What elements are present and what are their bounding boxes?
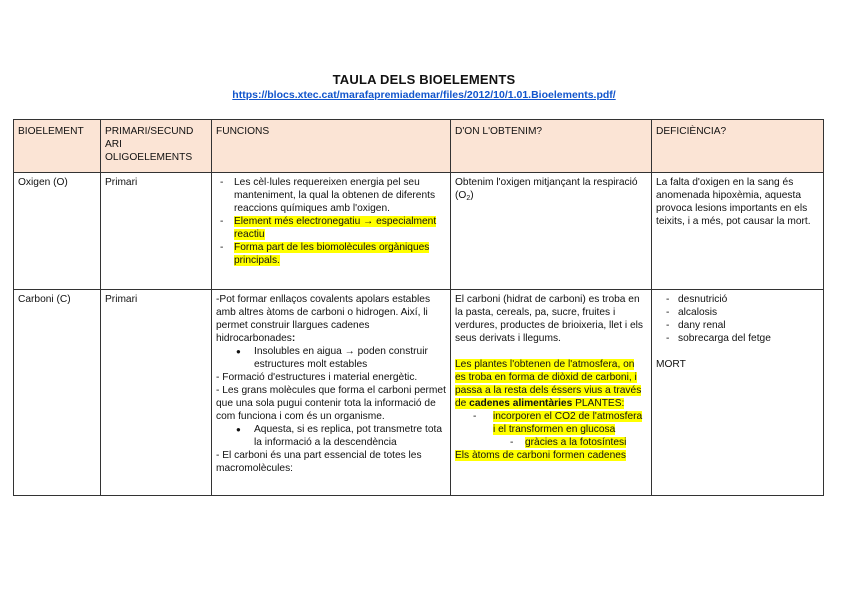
cell-element: Carboni (C) xyxy=(14,290,101,496)
list-item: - incorporen el CO2 de l'atmosfera i el transformen en glucosa xyxy=(455,410,647,436)
functions-bullets xyxy=(216,423,446,449)
functions-paragraph: - Les grans molècules que forma el carboni permet que una sola pugui contenir tota la informació de com funciona i com és un organisme. xyxy=(216,385,446,422)
functions-paragraph: - Formació d'estructures i material energètic. xyxy=(216,372,418,383)
functions-bullets xyxy=(216,345,446,371)
header-source: D'ON L'OBTENIM? xyxy=(451,120,652,173)
list-item: - Forma part de les biomolècules orgàniques principals. xyxy=(216,241,446,267)
list-item: - sobrecarga del fetge xyxy=(656,332,819,345)
list-item: - Element més electronegatiu → especialment reactiu xyxy=(216,215,446,241)
bioelements-table xyxy=(13,119,824,496)
list-item: - alcalosis xyxy=(656,306,819,319)
cell-functions xyxy=(212,173,451,290)
list-item: ● Insolubles en aigua → poden construir estructures molt estables xyxy=(216,345,446,371)
list-item: - dany renal xyxy=(656,319,819,332)
functions-list xyxy=(216,176,446,267)
cell-type: Primari xyxy=(101,173,212,290)
header-type-line3: OLIGOELEMENTS xyxy=(105,152,193,163)
list-item: - desnutrició xyxy=(656,293,819,306)
cell-deficiency xyxy=(652,290,824,496)
table-row-oxygen xyxy=(14,173,824,290)
list-item: - Les cèl·lules requereixen energia pel seu manteniment, la qual la obtenen de diferents reaccions químiques amb l'oxigen. xyxy=(216,176,446,215)
cell-source: Obtenim l'oxigen mitjançant la respiració $(O_2)$ xyxy=(451,173,652,290)
source-link[interactable]: https://blocs.xtec.cat/marafapremiademar/files/2012/10/1.01.Bioelements.pdf/ xyxy=(232,89,616,101)
list-item: - gràcies a la fotosíntesi xyxy=(455,436,647,449)
functions-paragraph: - El carboni és una part essencial de totes les macromolècules: xyxy=(216,450,422,474)
header-row xyxy=(14,120,824,173)
header-type xyxy=(101,120,212,173)
cell-functions xyxy=(212,290,451,496)
source-list xyxy=(455,436,647,449)
header-deficiency: DEFICIÈNCIA? xyxy=(652,120,824,173)
source-paragraph-highlight: Els àtoms de carboni formen cadenes xyxy=(455,450,627,461)
table-row-carbon xyxy=(14,290,824,496)
deficiency-footer: MORT xyxy=(656,359,686,370)
list-item: ● Aquesta, si es replica, pot transmetre tota la informació a la descendència xyxy=(216,423,446,449)
header-bioelement: BIOELEMENT xyxy=(14,120,101,173)
source-paragraph: El carboni (hidrat de carboni) es troba en la pasta, cereals, pa, sucre, fruites i verdures, productes de brioixeria, llet i els seus derivats i llegums. xyxy=(455,294,643,344)
cell-source xyxy=(451,290,652,496)
cell-type: Primari xyxy=(101,290,212,496)
header-type-line2: ARI xyxy=(105,139,122,150)
cell-deficiency: La falta d'oxigen en la sang és anomenada hipoxèmia, aquesta provoca lesions importants en els teixits, i a més, pot causar la mort. xyxy=(652,173,824,290)
header-functions: FUNCIONS xyxy=(212,120,451,173)
deficiency-list xyxy=(656,293,819,345)
header-type-line1: PRIMARI/SECUND xyxy=(105,126,194,137)
document-title: TAULA DELS BIOELEMENTS xyxy=(332,72,516,87)
source-list xyxy=(455,410,647,436)
source-paragraph-highlight: Les plantes l'obtenen de l'atmosfera, on es troba en forma de diòxid de carboni, i passa a la resta dels éssers vius a través de cadenes alimentàries PLANTES: xyxy=(455,359,642,409)
functions-intro: -Pot formar enllaços covalents apolars estables amb altres àtoms de carboni o hidrogen. Així, li permet construir llargues cadenes hidrocarbonades: xyxy=(216,294,431,344)
cell-element: Oxigen (O) xyxy=(14,173,101,290)
